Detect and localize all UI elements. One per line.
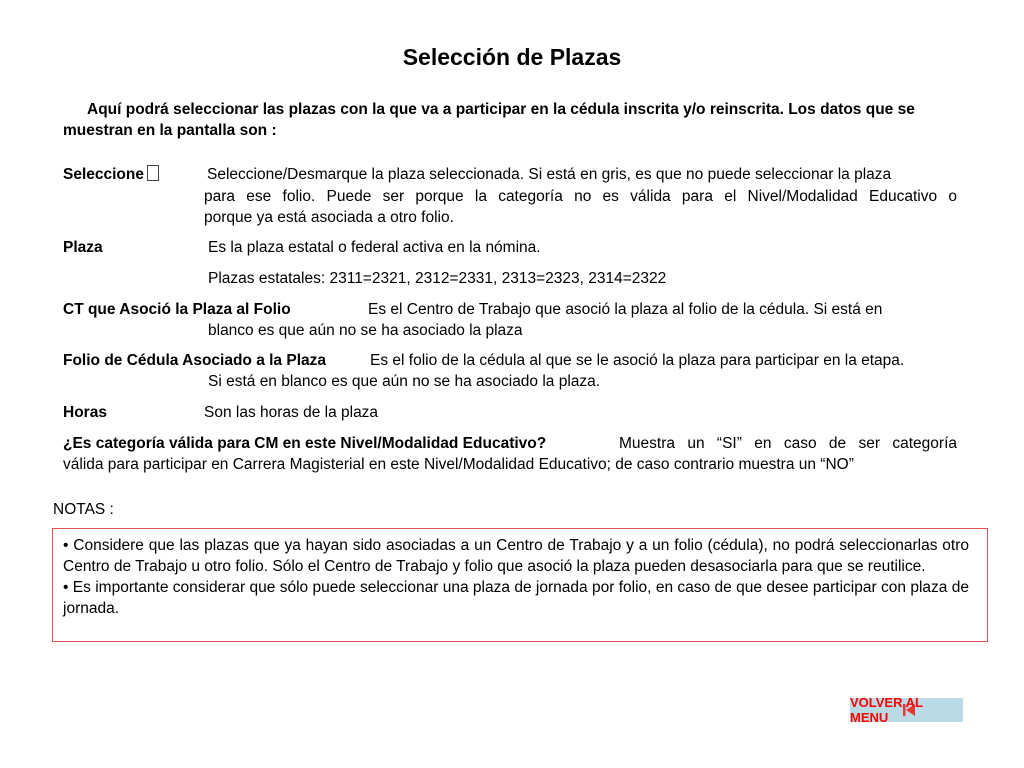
- term-plaza: Plaza: [63, 239, 103, 256]
- term-horas: Horas: [63, 404, 107, 421]
- seleccione-desc-line3: porque ya está asociada a otro folio.: [204, 209, 454, 226]
- checkbox-icon: [147, 165, 159, 181]
- ct-desc-line1: Es el Centro de Trabajo que asoció la plaza al folio de la cédula. Si está en: [368, 301, 883, 318]
- notes-box: [52, 528, 988, 642]
- categoria-desc-line1: Muestra un “SI” en caso de ser categoría: [619, 435, 957, 452]
- def-seleccione-term: [63, 164, 159, 185]
- back-to-menu-button[interactable]: [850, 695, 963, 725]
- plaza-desc: Es la plaza estatal o federal activa en la nómina.: [208, 239, 541, 256]
- def-categoria-term: [63, 433, 546, 454]
- back-to-menu-label: VOLVER AL MENU: [850, 695, 923, 725]
- note-item: • Considere que las plazas que ya hayan sido asociadas a un Centro de Trabajo y a un folio (cédula), no podrá seleccionarlas otro Centro de Trabajo u otro folio. Sólo el Centro de Trabajo y folio que asoció la plaza pueden desasociarla para que se reutilice.: [63, 537, 969, 575]
- notes-heading: NOTAS :: [53, 501, 114, 518]
- def-plaza-term: [63, 237, 103, 258]
- plaza-desc-2: Plazas estatales: 2311=2321, 2312=2331, 2313=2323, 2314=2322: [208, 270, 667, 287]
- def-seleccione-desc: [207, 164, 957, 186]
- categoria-desc-line2: válida para participar en Carrera Magisterial en este Nivel/Modalidad Educativo; de caso contrario muestra un “NO”: [63, 456, 854, 473]
- intro-text: [63, 99, 963, 141]
- def-horas-term: [63, 402, 107, 423]
- term-seleccione: Seleccione: [63, 166, 144, 183]
- intro-text-content: Aquí podrá seleccionar las plazas con la que va a participar en la cédula inscrita y/o reinscrita. Los datos que se muestran en la pantalla son :: [63, 101, 915, 139]
- seleccione-desc-line1: Seleccione/Desmarque la plaza seleccionada. Si está en gris, es que no puede seleccionar la plaza: [207, 166, 892, 183]
- horas-desc: Son las horas de la plaza: [204, 404, 379, 421]
- note-item: • Es importante considerar que sólo puede seleccionar una plaza de jornada por folio, en caso de que desee participar con plaza de jornada.: [63, 579, 969, 617]
- page-title: Selección de Plazas: [402, 44, 622, 70]
- folio-desc-line1: Es el folio de la cédula al que se le asoció la plaza para participar en la etapa.: [370, 352, 905, 369]
- seleccione-desc-line2: para ese folio. Puede ser porque la categoría no es válida para el Nivel/Modalidad Educativo o: [204, 188, 957, 205]
- term-folio: Folio de Cédula Asociado a la Plaza: [63, 352, 326, 369]
- folio-desc-line2: Si está en blanco es que aún no se ha asociado la plaza.: [208, 373, 601, 390]
- notes-text: [63, 535, 969, 619]
- term-ct: CT que Asoció la Plaza al Folio: [63, 301, 291, 318]
- def-ct-term: [63, 299, 291, 320]
- term-categoria: ¿Es categoría válida para CM en este Nivel/Modalidad Educativo?: [63, 435, 547, 452]
- ct-desc-line2: blanco es que aún no se ha asociado la plaza: [208, 322, 523, 339]
- def-folio-term: [63, 350, 326, 371]
